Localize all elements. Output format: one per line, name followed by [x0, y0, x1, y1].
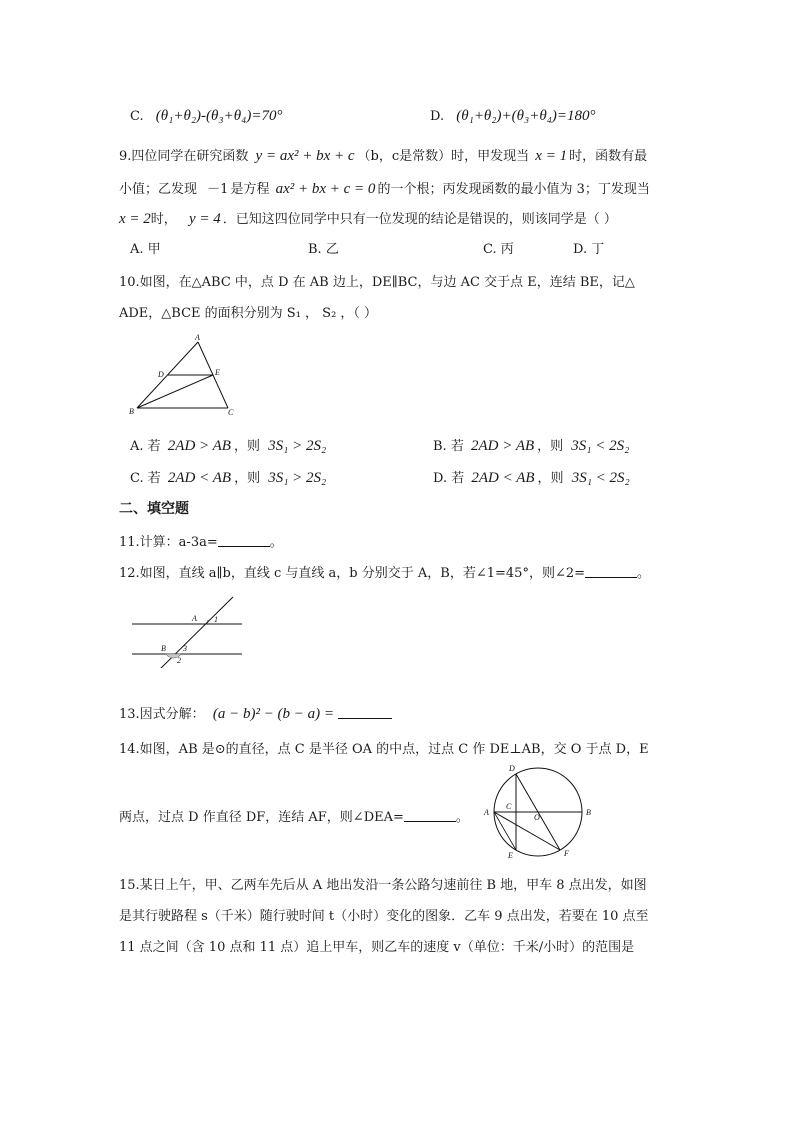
q13-answer-blank[interactable]	[338, 706, 392, 719]
q12-end: 。	[637, 566, 651, 581]
q10-option-c-then: ，则	[234, 471, 261, 486]
q10-option-a-then: ，则	[233, 439, 260, 454]
q14-circle-figure	[480, 760, 600, 860]
q13-text: 13.因式分解：	[119, 707, 205, 722]
q10-label-d: D	[158, 370, 164, 379]
q14-line-1: 14.如图，AB 是⊙的直径，点 C 是半径 OA 的中点，过点 C 作 DE⊥AB，交 O 于点 D，E	[119, 742, 649, 757]
q10-line-2: ADE，△BCE 的面积分别为 S₁ ， S₂ ，（ ）	[119, 306, 378, 321]
q12-label-2: 2	[177, 656, 181, 665]
q14-label-b: B	[586, 808, 591, 817]
q8-option-d-expression: (θ₁+θ₂)+(θ₃+θ₄)=180°	[456, 108, 596, 124]
q10-option-a-result: 3S₁ > 2S₂	[268, 438, 327, 454]
q11-text: 11.计算：a-3a=	[119, 535, 218, 550]
q9-x-value: x = 1	[535, 148, 568, 164]
q12-answer-blank[interactable]	[585, 565, 637, 578]
q10-label-c: C	[228, 408, 234, 417]
q14-label-f: F	[564, 849, 569, 858]
q8-option-c-expression: (θ₁+θ₂)-(θ₃+θ₄)=70°	[155, 108, 283, 124]
q9-text: （b，c是常数）时，甲发现当	[357, 149, 530, 164]
q14-line-2	[119, 806, 469, 825]
q10-segment-be	[137, 375, 213, 408]
q12-label-b: B	[161, 644, 166, 653]
q14-label-e: E	[508, 851, 513, 860]
q12-line	[119, 562, 650, 581]
q14-label-d: D	[509, 764, 515, 773]
q9-option-b: B. 乙	[308, 242, 339, 257]
q9-line-1	[119, 145, 647, 165]
q8-option-d-label: D.	[430, 109, 445, 124]
q10-option-b	[433, 435, 629, 455]
q14-segment-ae	[494, 812, 516, 850]
q15-line-2: 是其行驶路程 s（千米）随行驶时间 t（小时）变化的图象．乙车 9 点出发，若要在 10 点至	[119, 909, 649, 924]
q13-expression: (a − b)² − (b − a) =	[212, 706, 335, 722]
q10-option-a	[130, 435, 326, 455]
q12-text: 12.如图，直线 a∥b，直线 c 与直线 a，b 分别交于 A，B，若∠1=45°，则∠2=	[119, 566, 585, 581]
q10-option-d-then: ，则	[537, 471, 564, 486]
q14-answer-blank[interactable]	[404, 809, 456, 822]
q10-option-c-condition: 2AD < AB	[167, 470, 232, 486]
q14-label-a: A	[484, 808, 489, 817]
q9-line-3	[119, 208, 617, 228]
q9-line-2	[119, 178, 650, 198]
q14-label-o: O	[534, 813, 540, 822]
q10-option-d-label: D. 若	[433, 471, 465, 486]
q10-option-b-condition: 2AD > AB	[470, 438, 535, 454]
q8-option-c-label: C.	[130, 109, 144, 124]
q10-option-b-result: 3S₁ < 2S₂	[571, 438, 630, 454]
q9-option-c: C. 丙	[483, 242, 514, 257]
q11-line	[119, 531, 283, 550]
q14-text: 两点，过点 D 作直径 DF，连结 AF，则∠DEA=	[119, 810, 404, 825]
q9-equation: ax² + bx + c = 0	[275, 181, 376, 197]
q9-option-a: A. 甲	[130, 242, 161, 257]
q15-line-3: 11 点之间（含 10 点和 11 点）追上甲车，则乙车的速度 v（单位：千米/小时）的范围是	[119, 940, 635, 955]
q12-label-a: A	[192, 614, 197, 623]
q12-parallel-lines-figure	[128, 593, 248, 668]
q11-answer-blank[interactable]	[218, 534, 270, 547]
q9-text: 时，函数有最	[569, 149, 648, 164]
q10-option-a-condition: 2AD > AB	[167, 438, 231, 454]
q10-option-d	[433, 467, 630, 487]
q9-neg-one: －1	[207, 182, 229, 197]
q10-triangle-figure	[125, 330, 240, 420]
q9-text: 小值；乙发现	[119, 182, 198, 197]
q10-option-a-label: A. 若	[130, 439, 161, 454]
q8-option-c	[130, 108, 282, 125]
q12-label-1: 1	[214, 615, 218, 624]
q10-option-c-label: C. 若	[130, 471, 161, 486]
q9-option-d: D. 丁	[573, 242, 605, 257]
q10-label-b: B	[129, 407, 134, 416]
q12-label-3: 3	[183, 644, 187, 653]
q10-line-1: 10.如图，在△ABC 中，点 D 在 AB 边上，DE∥BC，与边 AC 交于点 E，连结 BE，记△	[119, 275, 635, 290]
q9-text: ．已知这四位同学中只有一位发现的结论是错误的，则该同学是（ ）	[222, 212, 617, 227]
q8-option-d	[430, 108, 596, 125]
q9-y-value: y = 4	[188, 211, 221, 227]
q10-option-c	[130, 467, 326, 487]
q9-text: 时，	[150, 212, 177, 227]
q14-segment-af	[494, 812, 560, 850]
q10-option-b-label: B. 若	[433, 439, 464, 454]
q13-line	[119, 703, 392, 723]
section-title-fill-blank: 二、填空题	[119, 501, 189, 517]
q12-line-c	[157, 597, 233, 668]
q10-label-e: E	[215, 368, 220, 377]
q9-x-value: x = 2	[119, 211, 151, 227]
q9-text: 的一个根；丙发现函数的最小值为 3；丁发现当	[377, 182, 650, 197]
q9-text: 是方程	[230, 182, 270, 197]
q14-end: 。	[455, 810, 469, 825]
q10-option-b-then: ，则	[537, 439, 564, 454]
q10-option-d-condition: 2AD < AB	[471, 470, 535, 486]
q9-text: 9.四位同学在研究函数	[119, 149, 249, 164]
q10-option-c-result: 3S₁ > 2S₂	[268, 470, 327, 486]
q14-label-c: C	[506, 802, 512, 811]
q10-option-d-result: 3S₁ < 2S₂	[571, 470, 630, 486]
q15-line-1: 15.某日上午，甲、乙两车先后从 A 地出发沿一条公路匀速前往 B 地，甲车 8 点出发，如图	[119, 878, 647, 893]
q10-label-a: A	[195, 333, 200, 342]
q11-end: 。	[269, 535, 283, 550]
q9-function: y = ax² + bx + c	[255, 148, 355, 164]
